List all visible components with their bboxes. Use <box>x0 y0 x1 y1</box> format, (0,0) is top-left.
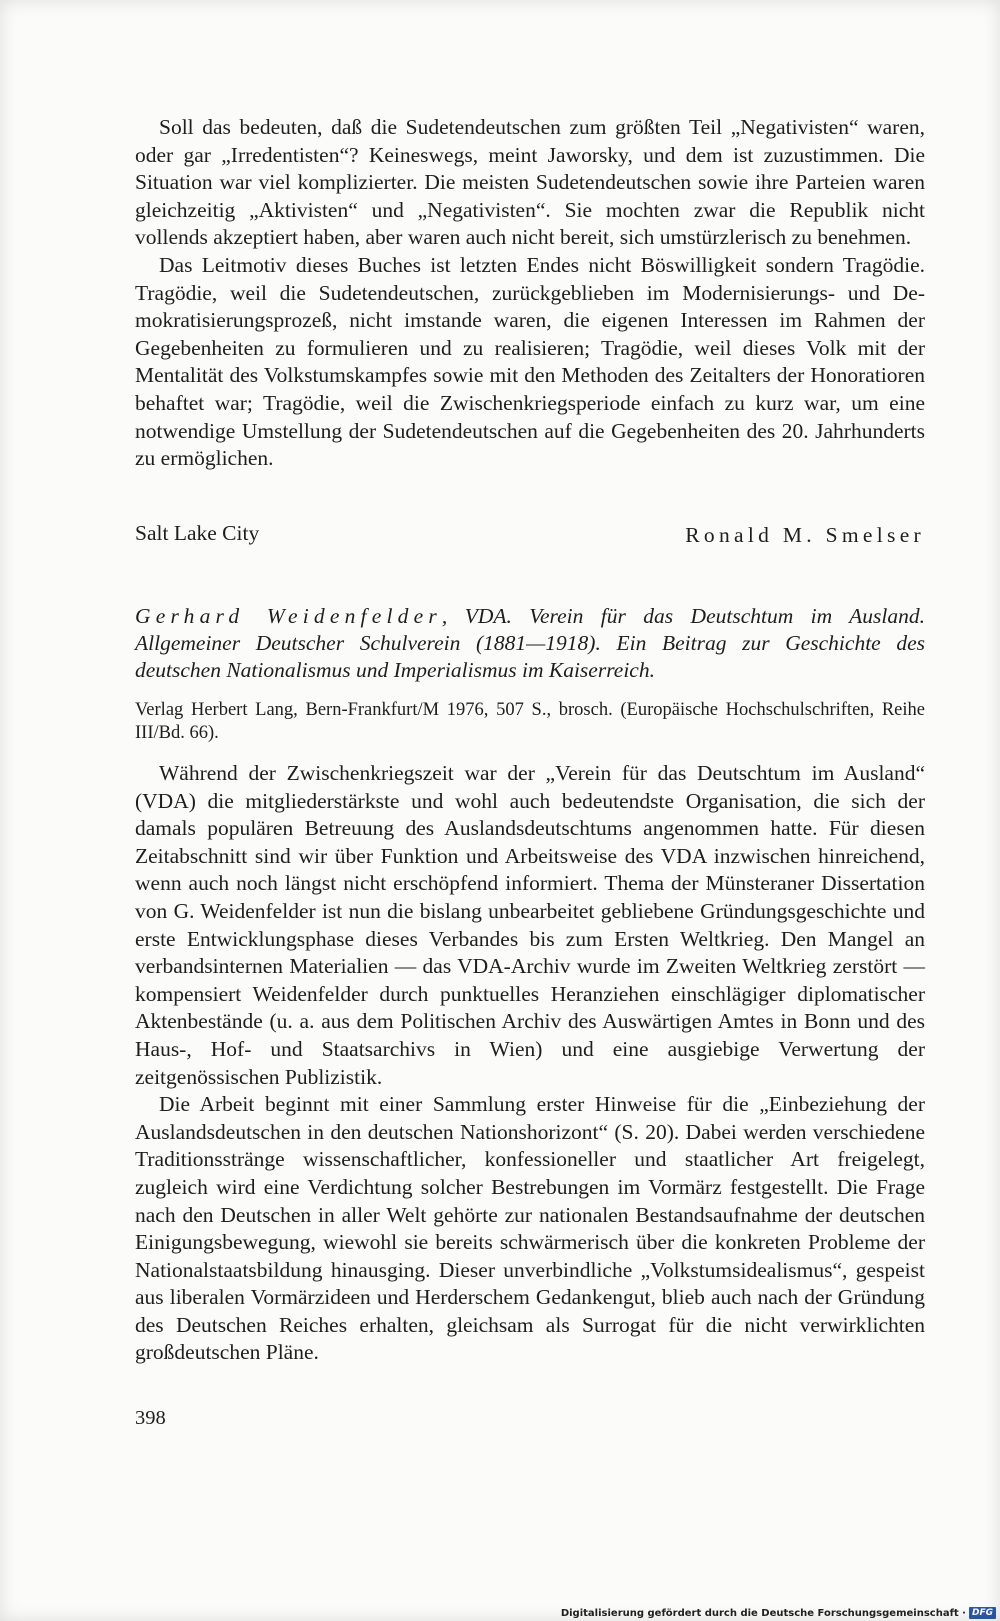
paragraph: Während der Zwischenkriegszeit war der „Verein für das Deutschtum im Ausland“ (VDA) die mitgliederstärkste und wohl auch bedeutendste Organisation, die sich der damals populären Betreuung des Auslandsdeutschtums angenommen hatte. Für diesen Zeitabschnitt sind wir über Funktion und Arbeitsweise des VDA inzwischen hinreichend, wenn auch noch längst nicht erschöpfend informiert. Thema der Münsteraner Dissertation von G. Weidenfelder ist nun die bislang unbearbeitet gebliebene Gründungsgeschichte und erste Entwicklungsphase dieses Verbandes bis zum Ersten Weltkrieg. Den Mangel an verbandsinternen Materialien — das VDA-Archiv wurde im Zweiten Weltkrieg zerstört — kompensiert Weidenfelder durch punktuelles Heranziehen einschlägiger diplomatischer Aktenbestände (u. a. aus dem Politischen Archiv des Auswärtigen Amtes in Bonn und des Haus-, Hof- und Staatsarchivs in Wien) und eine ausgiebige Verwertung der zeitgenössischen Publizistik. <box>135 761 925 1089</box>
review-book-title: , VDA. Verein für das Deutschtum im Ausland. Allgemeiner Deutscher Schulverein (1881—1918). Ein Beitrag zur Geschichte des deutschen Nationalismus und Imperialismus im Kaiserreich. <box>135 604 926 682</box>
page-number: 398 <box>135 1407 166 1429</box>
signature-author: Ronald M. Smelser <box>685 523 925 547</box>
dfg-logo-icon[interactable]: DFG <box>969 1607 996 1619</box>
digitization-footer <box>561 1607 996 1619</box>
publication-info: Verlag Herbert Lang, Bern-Frankfurt/M 1976, 507 S., brosch. (Europäische Hochschulschriften, Reihe III/Bd. 66). <box>135 700 925 743</box>
review-continuation <box>135 114 925 473</box>
paragraph: Das Leitmotiv dieses Buches ist letzten Endes nicht Böswilligkeit sondern Tragödie. Tragödie, weil die Sudetendeutschen, zurückgeblieben im Modernisierungs- und Demokratisierungsprozeß, nicht imstande waren, die eigenen Interessen im Rahmen der Gegebenheiten zu formulieren und zu realisieren; Tragödie, weil dieses Volk mit der Mentalität des Volkstumskampfes sowie mit den Methoden des Zeitalters der Honoratioren behaftet war; Tragödie, weil die Zwischenkriegsperiode einfach zu kurz war, um eine notwendige Umstellung der Sudetendeutschen auf die Gegebenheiten des 20. Jahrhunderts zu ermöglichen. <box>135 252 925 471</box>
review-author: Gerhard Weidenfelder <box>135 604 442 628</box>
review-heading <box>135 603 925 684</box>
review-body <box>135 760 925 1367</box>
paragraph: Die Arbeit beginnt mit einer Sammlung erster Hinweise für die „Einbeziehung der Auslandsdeutschen in den deutschen Nationshorizont“ (S. 20). Dabei werden verschiedene Traditionsstränge wissenschaftlicher, konfessioneller und staatlicher Art freigelegt, zugleich wird eine Verdichtung solcher Bestrebungen im Vormärz festgestellt. Die Frage nach den Deutschen in aller Welt gehörte zur nationalen Bestandsaufnahme der deutschen Einigungsbewegung, wiewohl sie bereits schwärmerisch über die konkreten Probleme der Nationalstaatsbildung hinausging. Dieser unverbindliche „Volkstumsidealismus“, gespeist aus liberalen Vormärzideen und Herderschem Gedankengut, blieb auch nach der Gründung des Deutschen Reiches erhalten, gleichsam als Surrogat für die nicht verwirklichten großdeutschen Pläne. <box>135 1092 925 1365</box>
footer-text: Digitalisierung gefördert durch die Deutsche Forschungsgemeinschaft · <box>560 1607 966 1619</box>
paragraph: Soll das bedeuten, daß die Sudetendeutschen zum größten Teil „Negativisten“ waren, oder gar „Irredentisten“? Keineswegs, meint Jaworsky, und dem ist zuzustimmen. Die Situation war viel komplizierter. Die meisten Sudetendeutschen sowie ihre Parteien waren gleichzeitig „Aktivisten“ und „Negativisten“. Sie mochten zwar die Republik nicht vollends akzeptiert haben, aber waren auch nicht bereit, sich umstürzlerisch zu benehmen. <box>135 115 925 250</box>
signature-place: Salt Lake City <box>135 521 260 545</box>
